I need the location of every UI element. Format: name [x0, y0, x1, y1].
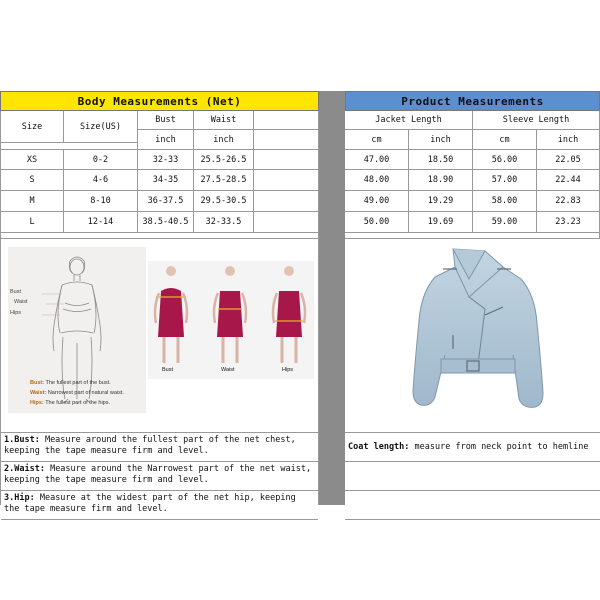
cell-empty [254, 150, 319, 170]
measurement-legend [30, 378, 124, 408]
note-empty [345, 462, 600, 491]
legend-desc: Narrowest part of natural waist. [47, 390, 124, 396]
label-hips: Hips [10, 310, 22, 316]
legend-hips [30, 398, 124, 408]
legend-bust [30, 378, 124, 388]
col-jacket-length: Jacket Length [345, 111, 473, 130]
cell-size: S [0, 170, 64, 191]
cell-empty [254, 191, 319, 212]
note-term: 1.Bust: [4, 435, 40, 445]
cell-jl-inch: 19.29 [409, 191, 473, 212]
dress-label-waist: Waist [221, 367, 235, 373]
note-text: measure from neck point to hemline [409, 441, 589, 452]
note-coat-length [345, 433, 600, 462]
body-figure-panel [0, 239, 319, 433]
note-waist [1, 462, 318, 491]
unit-bust: inch [138, 130, 194, 150]
cell-bust: 36-37.5 [138, 191, 194, 212]
dress-label-hips: Hips [282, 367, 294, 373]
cell-size-us: 0-2 [64, 150, 138, 170]
col-sleeve-length: Sleeve Length [473, 111, 600, 130]
cell-sl-inch: 22.44 [537, 170, 600, 191]
cell-waist: 32-33.5 [194, 212, 254, 233]
dress-figures [148, 261, 314, 379]
col-bust: Bust [138, 111, 194, 130]
dress-label-bust: Bust [162, 367, 174, 373]
dress-bust-figure [155, 266, 187, 363]
cell-size: L [0, 212, 64, 233]
label-bust: Bust [10, 289, 22, 295]
cell-waist: 29.5-30.5 [194, 191, 254, 212]
note-text: Measure around the Narrowest part of the net waist, keeping the tape measure firm and level. [4, 464, 312, 485]
product-measurements-header: Product Measurements [345, 91, 600, 111]
cell-bust: 32-33 [138, 150, 194, 170]
unit-sl-inch: inch [537, 130, 600, 150]
cell-sl-inch: 23.23 [537, 212, 600, 233]
legend-desc: The fullest part of the bust. [45, 380, 111, 386]
cell-size-us: 12-14 [64, 212, 138, 233]
coat-notes [345, 433, 600, 505]
cell-jl-inch: 18.50 [409, 150, 473, 170]
unit-sl-cm: cm [473, 130, 537, 150]
cell-sl-inch: 22.05 [537, 150, 600, 170]
cell-sl-cm: 57.00 [473, 170, 537, 191]
cell-size-us: 8-10 [64, 191, 138, 212]
product-figure-panel [345, 239, 600, 433]
cell-bust: 38.5-40.5 [138, 212, 194, 233]
cell-sl-cm: 59.00 [473, 212, 537, 233]
cell-size: XS [0, 150, 64, 170]
denim-jacket-icon [345, 239, 600, 433]
unit-jl-inch: inch [409, 130, 473, 150]
col-empty [254, 111, 319, 130]
cell-sl-cm: 58.00 [473, 191, 537, 212]
dress-figure-icon [148, 261, 314, 379]
cell-bust: 34-35 [138, 170, 194, 191]
measurement-notes [0, 433, 319, 514]
col-waist: Waist [194, 111, 254, 130]
cell-empty [254, 212, 319, 233]
cell-jl-cm: 48.00 [345, 170, 409, 191]
label-waist: Waist [14, 299, 28, 305]
legend-term: Waist: [30, 390, 47, 396]
cell-sl-inch: 22.83 [537, 191, 600, 212]
unit-empty [254, 130, 319, 150]
cell-sl-cm: 56.00 [473, 150, 537, 170]
cell-size: M [0, 191, 64, 212]
cell-jl-inch: 19.69 [409, 212, 473, 233]
legend-term: Bust: [30, 380, 45, 386]
legend-desc: The fullest part of the hips. [45, 400, 111, 406]
cell-jl-cm: 50.00 [345, 212, 409, 233]
unit-waist: inch [194, 130, 254, 150]
body-diagram [8, 247, 146, 413]
cell-jl-cm: 49.00 [345, 191, 409, 212]
unit-jl-cm: cm [345, 130, 409, 150]
cell-waist: 27.5-28.5 [194, 170, 254, 191]
cell-waist: 25.5-26.5 [194, 150, 254, 170]
col-size: Size [0, 111, 64, 143]
dress-hips-figure [273, 266, 305, 363]
body-measurements-header: Body Measurements (Net) [0, 91, 319, 111]
legend-waist [30, 388, 124, 398]
note-empty [345, 491, 600, 520]
note-text: Measure around the fullest part of the net chest, keeping the tape measure firm and level. [4, 435, 296, 456]
header-spacer [0, 143, 138, 150]
dress-waist-figure [214, 266, 246, 363]
cell-jl-cm: 47.00 [345, 150, 409, 170]
col-size-us: Size(US) [64, 111, 138, 143]
cell-empty [254, 170, 319, 191]
note-bust [1, 433, 318, 462]
note-text: Measure at the widest part of the net hip, keeping the tape measure firm and level. [4, 493, 296, 514]
note-term: 3.Hip: [4, 493, 35, 503]
cell-jl-inch: 18.90 [409, 170, 473, 191]
note-hip [1, 491, 318, 520]
size-chart [0, 91, 600, 514]
note-term: Coat length: [348, 441, 410, 452]
cell-size-us: 4-6 [64, 170, 138, 191]
column-gap [319, 91, 345, 505]
legend-term: Hips: [30, 400, 44, 406]
note-term: 2.Waist: [4, 464, 45, 474]
